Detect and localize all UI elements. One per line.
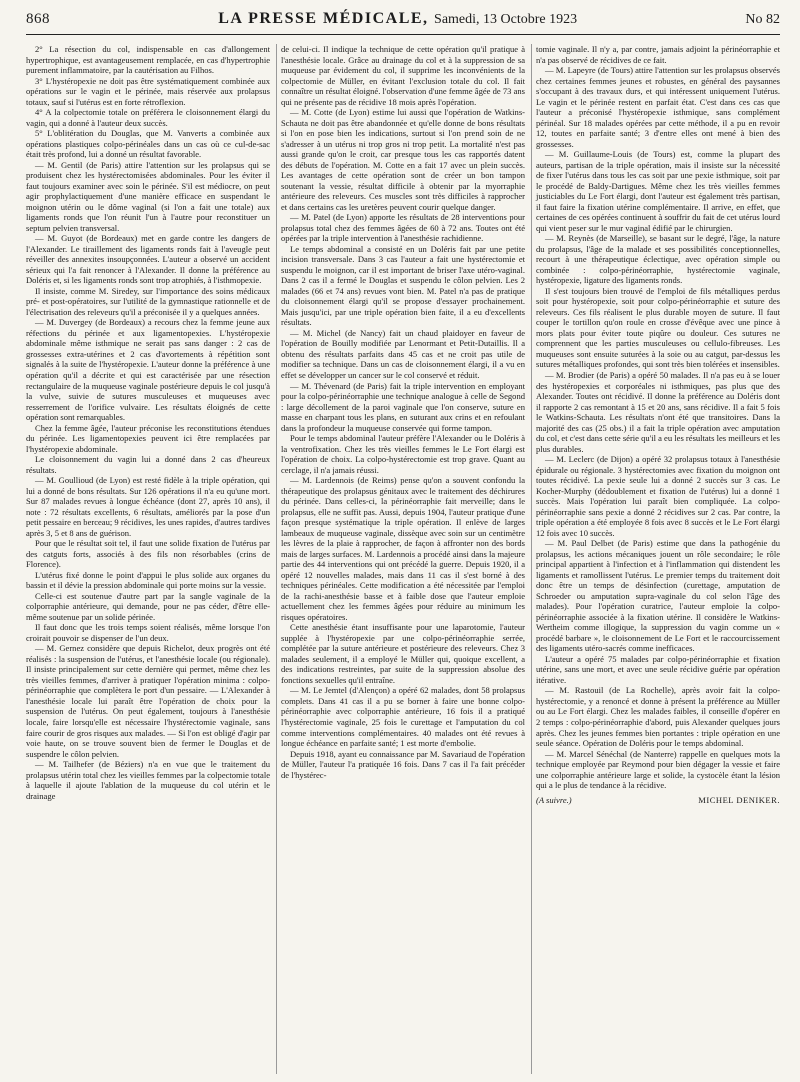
paragraph: L'utérus fixé donne le point d'appui le plus solide aux organes du bassin et il dévie la pression abdominale qui porte moins sur la vessie. (26, 569, 270, 591)
paragraph: Cette anesthésie étant insuffisante pour une laparotomie, l'auteur supplée à l'hystéropexie par une colpo-périnéorraphie serrée, complétée par la suture antérieure et postérieure des releveurs. Chez 3 malades seulement, il a employé le Müller qui, quoique excellent, a des indications restreintes, par suite de la suppression absolue des fonctions sexuelles qu'il entraîne. (281, 622, 525, 685)
page-number: 868 (26, 11, 50, 27)
paragraph: de celui-ci. Il indique la technique de cette opération qu'il pratique à l'anesthésie locale. Grâce au drainage du col et à la suppression de sa muqueuse par évidement du col, il supprime les inconvénients de la colpectomie de Müller, en évitant l'exclusion totale du col. Il fait connaître un résultat éloigné. l'observation d'une femme âgée de 73 ans qui ne présente pas de récidive 18 mois après l'opération. (281, 44, 525, 107)
paragraph: — M. Reynès (de Marseille), se basant sur le degré, l'âge, la nature du prolapsus, l'âge de la malade et ses possibilités conceptionnelles, recourt à une thérapeutique éclectique, avec opération simple ou combinée : colpo-périnéorraphie, hystérectomie vaginale, hystéropexie, ligature des ligaments ronds. (536, 233, 780, 286)
column-3 (531, 44, 780, 1074)
column-1 (26, 44, 270, 1074)
paragraph: — M. Lardennois (de Reims) pense qu'on a souvent confondu la thérapeutique des prolapsus génitaux avec le traitement des déchirures du périnée. Dans celles-ci, la périnéorraphie fait merveille; dans le prolapsus, elle ne suffit pas. Aussi, depuis 1904, l'auteur pratique d'une façon presque systématique la triple opération. Il enlève de larges lambeaux de muqueuse vaginale, dissèque avec soin sur un centimètre les lèvres de la plaie à rapprocher, de façon à affronter non des bords mais de larges surfaces. M. Lardennois a procédé ainsi dans la majeure partie des 44 interventions qui ont précédé la guerre. Depuis 1920, il a opéré 12 nouvelles malades, mais dans 11 cas il s'est borné à des techniques périnéales. Cette modification a été nécessitée par l'emploi de la rachi-anesthésie basse et à faible dose que l'auteur emploie actuellement chez les femmes âgées pour réduire au minimum les risques opératoires. (281, 475, 525, 622)
paragraph: Il faut donc que les trois temps soient réalisés, même lorsque l'on croirait pouvoir se dispenser de l'un deux. (26, 622, 270, 643)
page-header (26, 10, 780, 35)
paragraph: — M. Brodier (de Paris) a opéré 50 malades. Il n'a pas eu à se louer des hystéropexies et corporéales ni isthmiques, pas plus que des Alexander. Toutes ont récidivé. Il donne la préférence au Doléris dont il rapporte 2 cas remontant à 15 et 20 ans, sans récidive. Il a fait 5 fois le Watkins-Schauta. Les résultats n'ont été que transitoires. Dans la majorité des cas (25 obs.) il a fait la triple opération avec amputation du col, et c'est dans cette série qu'il a eu les résultats les meilleurs et les plus durables. (536, 369, 780, 454)
paragraph: — M. Goullioud (de Lyon) est resté fidèle à la triple opération, qui lui a donné de bons résultats. Sur 126 opérations il n'a eu qu'une mort. Sur 87 malades revues à longue échéance (dont 27, après 10 ans), il note : 72 résultats excellents, 6 résultats, améliorés par la pose d'un petit pessaire en berceau; 9 récidives, les unes rapides, d'autres tardives après 3, 5 et 8 ans de guérison. (26, 475, 270, 538)
paragraph: L'auteur a opéré 75 malades par colpo-périnéorraphie et fixation utérine, sans une mort, et avec une seule récidive guérie par opération itérative. (536, 653, 780, 685)
column-2 (276, 44, 525, 1074)
paragraph: — M. Marcel Sénéchal (de Nanterre) rappelle en quelques mots la technique employée par Reymond pour bien dégager la vessie et faire une colporraphie antérieure large et solide, la cystocèle étant la lésion qui a le plus de tendance à la récidive. (536, 748, 780, 791)
paragraph: — M. Lapeyre (de Tours) attire l'attention sur les prolapsus observés chez certaines femmes jeunes et robustes, en général des paysannes s'occupant à des travaux durs, et qui intéressent uniquement l'utérus. Le vagin et le périnée restent en parfait état. C'est dans ces cas que l'auteur a préconisé l'hystéropexie isthmique, sans complément périnéal. Sur 18 malades opérées par cette méthode, il a pu en revoir 12, toutes en parfaite santé; 3 d'entre elles ont mené à bien des grossesses. (536, 65, 780, 149)
paragraph: — M. Michel (de Nancy) fait un chaud plaidoyer en faveur de l'opération de Bouilly modifiée par Lenormant et Petit-Dutaillis. Il a obtenu des résultats parfaits dans 45 cas et ne croit pas utile de modifier sa technique. Dans un cas de cloisonnement élargi, il a vu en effet se développer un cancer sur le col conservé et réduit. (281, 327, 525, 380)
column-3-body (536, 44, 780, 791)
paragraph: tomie vaginale. Il n'y a, par contre, jamais adjoint la périnéorraphie et n'a pas observé de récidives de ce fait. (536, 44, 780, 65)
paragraph: — M. Guillaume-Louis (de Tours) est, comme la plupart des auteurs, partisan de la triple opération, mais il insiste sur la nécessité de fixer l'utérus dans tous les cas soit par une pexie isthmique, soit par le procédé de Baldy-Dartigues. Même chez les très vieilles femmes justiciables du Le Fort élargi, dont l'auteur est également très partisan, il faut faire la fixation utérine complémentaire. Il arrive, en effet, que certaines de ces opérées continuent à souffrir du fait de cet utérus lourd qui vient peser sur le mur vaginal édifié par le chirurgien. (536, 149, 780, 233)
paragraph: — M. Paul Delbet (de Paris) estime que dans la pathogénie du prolapsus, les actions mécaniques jouent un rôle secondaire; le rôle principal appartient à l'infection et à l'inflammation qui distendent les ligaments et ramollissent l'utérus. Le premier temps du traitement doit donc être un temps de désinfection (curettage, amputation de Schroeder ou amputation supra-vaginale du col selon l'âge des malades). Pour l'opération curatrice, l'auteur emploie la colpo-périnéorraphie associée à la fixation utérine. Il considère le Watkins-Wertheim comme illogique, la suppression du vagin comme un « procédé barbare », le cloisonnement de Le Fort et le raccourcissement des ligaments utéro-sacrés comme inefficaces. (536, 538, 780, 654)
paragraph: Celle-ci est soutenue d'autre part par la sangle vaginale de la colporraphie antérieure, qui demande, pour ne pas céder, d'être elle-même soutenue par un solide périnée. (26, 590, 270, 622)
paragraph: — M. Duvergey (de Bordeaux) a recours chez la femme jeune aux réfections du périnée et aux ligamentopexies. L'hystéropexie abdominale même isthmique ne serait pas sans danger : 2 cas de grossesses extra-utérines et 2 cas d'avortements à répétition sont signalés à la suite de l'hystéropexie. L'auteur donne la préférence à une opération qu'il a décrite et qui est caractérisée par une résection rectangulaire de la muqueuse vaginale postérieure depuis le col jusqu'à la vulve, suivie de sutures musculeuses et muqueuses avec resserrement de l'orifice vulvaire. Les résultats éloignés de cette opération sont remarquables. (26, 317, 270, 423)
paragraph: — M. Le Jemtel (d'Alençon) a opéré 62 malades, dont 58 prolapsus complets. Dans 41 cas il a pu se borner à faire une bonne colpo-périnéorraphie avec colporraphie antérieure, 16 fois il a pratiqué l'hystérectomie vaginale, 25 fois le curettage et l'amputation du col comme interventions complémentaires. 40 malades ont été revues à longue échéance en parfaite santé; 1 est morte d'embolie. (281, 685, 525, 749)
paragraph: 4° A la colpectomie totale on préférera le cloisonnement élargi du vagin, qui a donné à l'auteur deux succès. (26, 107, 270, 128)
journal-name: LA PRESSE MÉDICALE, (218, 10, 429, 27)
issue-number: No 82 (745, 12, 780, 27)
paragraph: Le cloisonnement du vagin lui a donné dans 2 cas d'heureux résultats. (26, 454, 270, 475)
text-columns (26, 44, 780, 1074)
paragraph: — M. Cotte (de Lyon) estime lui aussi que l'opération de Watkins-Schauta ne doit pas être abandonnée et qu'elle donne de bons résultats si l'on en pose bien les indications, surtout si l'on prend soin de ne s'adresser à un utérus ni trop gros ni trop petit. La mortalité n'est pas aussi grande qu'on le croit, car presque tous les cas rapportés datent des débuts de l'opération. M. Cotte en a fait 17 avec un plein succès. Les avantages de cette opération sont de créer un bon tampon soutenant la vessie, résultat difficile à obtenir par la myorraphie antérieure des releveurs. Ces muscles sont très difficiles à rapprocher et dans certains cas les uretères peuvent courir quelque danger. (281, 107, 525, 212)
paragraph: Il insiste, comme M. Siredey, sur l'importance des soins médicaux pré- et post-opératoires, sur l'utilité de la gymnastique rationnelle et de l'électrisation des releveurs qu'il a préconisée il y a quelques années. (26, 285, 270, 317)
paragraph: Chez la femme âgée, l'auteur préconise les reconstitutions étendues du périnée. Les ligamentopexies peuvent ici être remplacées par l'hystéropexie abdominale. (26, 422, 270, 454)
paragraph: Le temps abdominal a consisté en un Doléris fait par une petite incision transversale. Dans 3 cas l'auteur a fait une hystérectomie et suspendu le moignon, car il est important de briser l'axe utéro-vaginal. Dans 2 cas il a fermé le Douglas et suspendu le côlon pelvien. Les 2 malades (66 et 74 ans) revues vont bien. M. Patel n'a pas de pratique du cloisonnement élargi qu'il se propose d'essayer prochainement. Mais jusqu'ici, par une triple opération bien faite, il a eu d'excellents résultats. (281, 243, 525, 328)
paragraph: 2° La résection du col, indispensable en cas d'allongement hypertrophique, est avantageusement remplacée, en cas d'hypertrophie purement inflammatoire, par la cautérisation au Filhos. (26, 44, 270, 76)
paragraph: 5° L'oblitération du Douglas, que M. Vanverts a combinée aux opérations plastiques colpo-périnéales dans un cas où ce cul-de-sac était très profond, lui a donné un résultat favorable. (26, 128, 270, 160)
article-footer (536, 795, 780, 806)
paragraph: — M. Thévenard (de Paris) fait la triple intervention en employant pour la colpo-périnéorraphie une technique analogue à celle de Segond : large décollement de la paroi vaginale que l'on conserve, suture en masse en charpant tous les plans, en suturant aux crins et en refoulant dans la profondeur la muqueuse conservée qui forme tampon. (281, 380, 525, 433)
paragraph: — M. Gentil (de Paris) attire l'attention sur les prolapsus qui se produisent chez les hystérectomisées abdominales. Pour les éviter il faut toujours examiner avec soin le périnée. S'il est médiocre, on peut agir prophylactiquement d'une manière efficace en suspendant le moignon utérin ou le dôme vaginal (si l'on a fait une totale) aux ligaments ronds que l'on réunit l'un à l'autre pour reconstituer un septum pelvien transversal. (26, 159, 270, 233)
paragraph: — M. Leclerc (de Dijon) a opéré 32 prolapsus totaux à l'anesthésie épidurale ou régionale. 3 hystérectomies avec fixation du moignon ont toutes récidivé. La pexie seule lui a donné 2 succès sur 3 cas. Le Kocher-Murphy (dédoublement et fixation de l'utérus) lui a donné 1 succès. Mais l'opération lui paraît bien compliquée. La colpo-périnéorraphie sans pexie a donné 2 récidives sur 2 cas. Par contre, la triple opération a été employée 8 fois avec 8 succès et le Le Fort élargi 12 fois avec 10 succès. (536, 454, 780, 538)
paragraph: Pour que le résultat soit tel, il faut une solide fixation de l'utérus par des catguts forts, associés à des fils non résorbables (crins de Florence). (26, 538, 270, 570)
issue-date: Samedi, 13 Octobre 1923 (434, 12, 578, 27)
paragraph: Il s'est toujours bien trouvé de l'emploi de fils métalliques perdus soit pour hystéropexie, soit pour colpo-périnéorraphie et suture des releveurs. Ces fils réalisent le plus durable moyen de suture. Il faut couper le tortillon qu'on roule en crosse d'évêque avec une pince à mors plats pour éviter toute piqûre ou douleur. Ces sutures ne comprennent que les parties musculeuses ou cellulo-fibreuses. Les muqueuses sont ensuite suturées à la soie ou au catgut, par-dessus les sutures métalliques profondes, qui sont très bien tolérées et insensibles. (536, 285, 780, 370)
paragraph: — M. Patel (de Lyon) apporte les résultats de 28 interventions pour prolapsus total chez des femmes âgées de 60 à 72 ans. Toutes ont été opérées par la triple intervention à l'anesthésie rachidienne. (281, 212, 525, 244)
paragraph: — M. Tailhefer (de Béziers) n'a en vue que le traitement du prolapsus utérin total chez les vieilles femmes par la colpectomie totale à laquelle il ajoute l'ablation de la muqueuse du col utérin et le drainage (26, 759, 270, 801)
paragraph: Pour le temps abdominal l'auteur préfère l'Alexander ou le Doléris à la ventrofixation. Chez les très vieilles femmes le Le Fort élargi est l'opération de choix. La colpo-hystérectomie est trop grave. Quant au cerclage, il n'a jamais réussi. (281, 433, 525, 475)
author-signature: MICHEL DENIKER. (698, 794, 780, 805)
paragraph: — M. Rastouil (de La Rochelle), après avoir fait la colpo-hystérectomie, y a renoncé et donne à présent la préférence au Müller ou au Le Fort élargi. Chez les malades faibles, il conseille d'opérer en 2 temps : colpo-périnéorraphie d'abord, puis Alexander quelques jours après. Chez les jeunes femmes bien portantes : triple opération en une seule séance. Opération de Doléris pour le temps abdominal. (536, 685, 780, 749)
newspaper-page (26, 10, 780, 1078)
paragraph: Depuis 1918, ayant eu connaissance par M. Savariaud de l'opération de Müller, l'auteur l'a pratiquée 16 fois. Dans 7 cas il l'a fait précéder de l'hystérec- (281, 748, 525, 780)
to-be-continued: (A suivre.) (536, 794, 572, 805)
paragraph: — M. Guyot (de Bordeaux) met en garde contre les dangers de l'Alexander. Le tiraillement des ligaments ronds fait à l'aveugle peut réveiller des annexites insoupçonnées. L'auteur a observé un accident sérieux qui l'a fait renoncer à l'Alexander. Il donne la préférence au Doléris et, si les ligaments ronds sont trop atrophiés, à l'isthmopexie. (26, 233, 270, 286)
paragraph: — M. Gernez considère que depuis Richelot, deux progrès ont été réalisés : la suspension de l'utérus, et l'anesthésie locale (ou régionale). Il insiste principalement sur cette dernière qui permet, même chez les très vieilles femmes, d'arriver à pratiquer l'opération minima : colpo-périnéorraphie que complètera le port d'un pessaire. — L'Alexander à l'anesthésie locale lui paraît être l'opération de choix pour la suspension de l'utérus. On peut également, toujours à l'anesthésie locale, faire lorsqu'elle est nécessaire l'hystérectomie vaginale, sans faire courir de gros risques aux malades. — Si l'on est obligé d'agir par voie haute, on se trouve souvent bien de fermer le Douglas et de suspendre le côlon pelvien. (26, 643, 270, 759)
journal-title (218, 10, 577, 28)
paragraph: 3° L'hystéropexie ne doit pas être systématiquement combinée aux opérations sur le vagin et le périnée, mais réservée aux prolapsus totaux, sauf si l'utérus est en forte rétroflexion. (26, 75, 270, 107)
